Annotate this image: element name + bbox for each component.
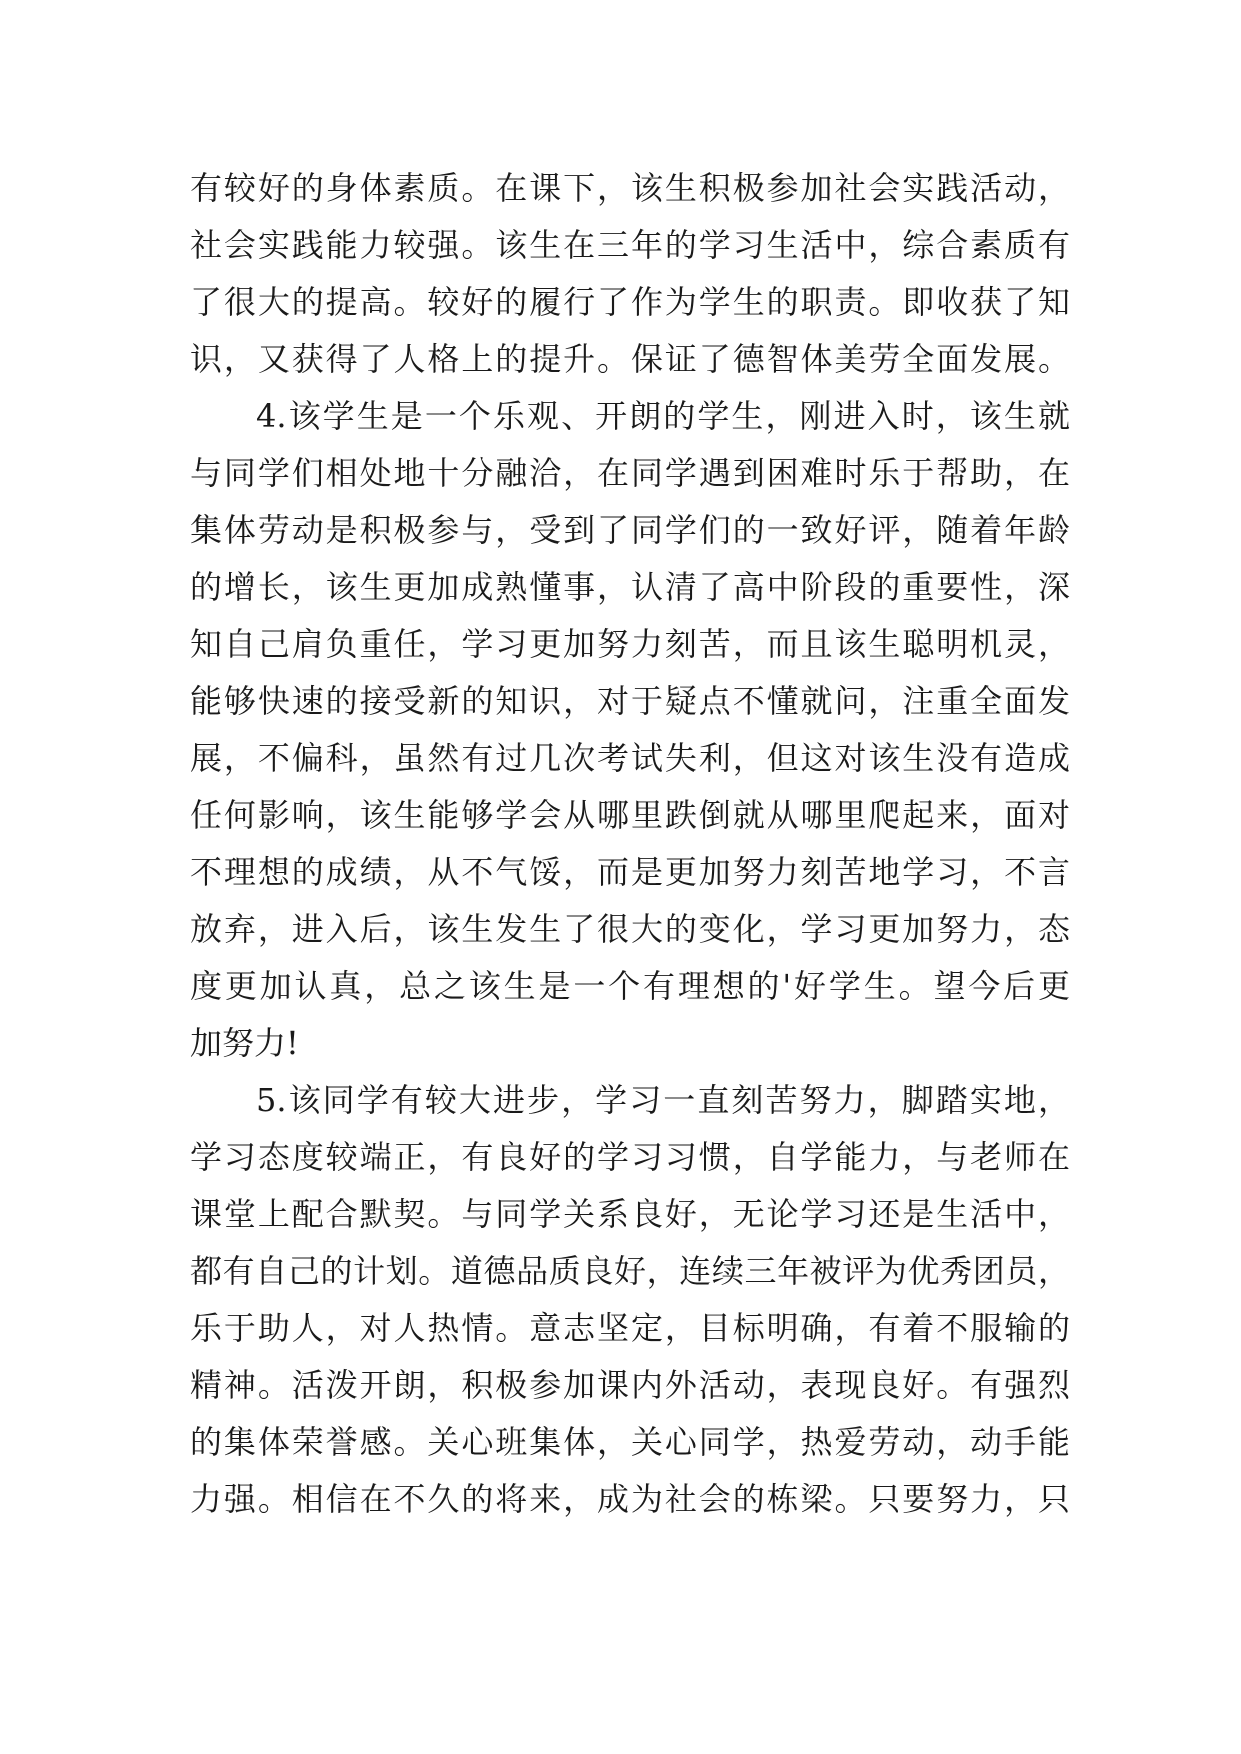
- text-line: 精神。活泼开朗，积极参加课内外活动，表现良好。有强烈: [190, 1366, 1070, 1404]
- text-line: 能够快速的接受新的知识，对于疑点不懂就问，注重全面发: [190, 682, 1070, 720]
- text-line: 都有自己的计划。道德品质良好，连续三年被评为优秀团员，: [190, 1252, 1070, 1290]
- text-line: 知自己肩负重任，学习更加努力刻苦，而且该生聪明机灵，: [190, 625, 1070, 663]
- text-line: 课堂上配合默契。与同学关系良好，无论学习还是生活中，: [190, 1195, 1070, 1233]
- text-line: 社会实践能力较强。该生在三年的学习生活中，综合素质有: [190, 226, 1070, 264]
- text-line: 学习态度较端正，有良好的学习习惯，自学能力，与老师在: [190, 1138, 1070, 1176]
- text-line: 识，又获得了人格上的提升。保证了德智体美劳全面发展。: [190, 340, 1070, 378]
- text-line: 了很大的提高。较好的履行了作为学生的职责。即收获了知: [190, 283, 1070, 321]
- text-line: 集体劳动是积极参与，受到了同学们的一致好评，随着年龄: [190, 511, 1070, 549]
- text-line: 与同学们相处地十分融洽，在同学遇到困难时乐于帮助，在: [190, 454, 1070, 492]
- text-line: 力强。相信在不久的将来，成为社会的栋梁。只要努力，只: [190, 1480, 1070, 1518]
- paragraph-first-line: 5.该同学有较大进步，学习一直刻苦努力，脚踏实地，: [256, 1081, 1070, 1119]
- text-line: 展，不偏科，虽然有过几次考试失利，但这对该生没有造成: [190, 739, 1070, 777]
- text-line: 的增长，该生更加成熟懂事，认清了高中阶段的重要性，深: [190, 568, 1070, 606]
- text-line: 不理想的成绩，从不气馁，而是更加努力刻苦地学习，不言: [190, 853, 1070, 891]
- text-line: 放弃，进入后，该生发生了很大的变化，学习更加努力，态: [190, 910, 1070, 948]
- text-line: 乐于助人，对人热情。意志坚定，目标明确，有着不服输的: [190, 1309, 1070, 1347]
- text-line: 的集体荣誉感。关心班集体，关心同学，热爱劳动，动手能: [190, 1423, 1070, 1461]
- text-line: 任何影响，该生能够学会从哪里跌倒就从哪里爬起来，面对: [190, 796, 1070, 834]
- text-line: 加努力!: [190, 1024, 299, 1062]
- text-line: 度更加认真，总之该生是一个有理想的'好学生。望今后更: [190, 967, 1070, 1005]
- paragraph-first-line: 4.该学生是一个乐观、开朗的学生，刚进入时，该生就: [256, 397, 1070, 435]
- text-line: 有较好的身体素质。在课下，该生积极参加社会实践活动，: [190, 169, 1070, 207]
- document-body: [190, 160, 1070, 1528]
